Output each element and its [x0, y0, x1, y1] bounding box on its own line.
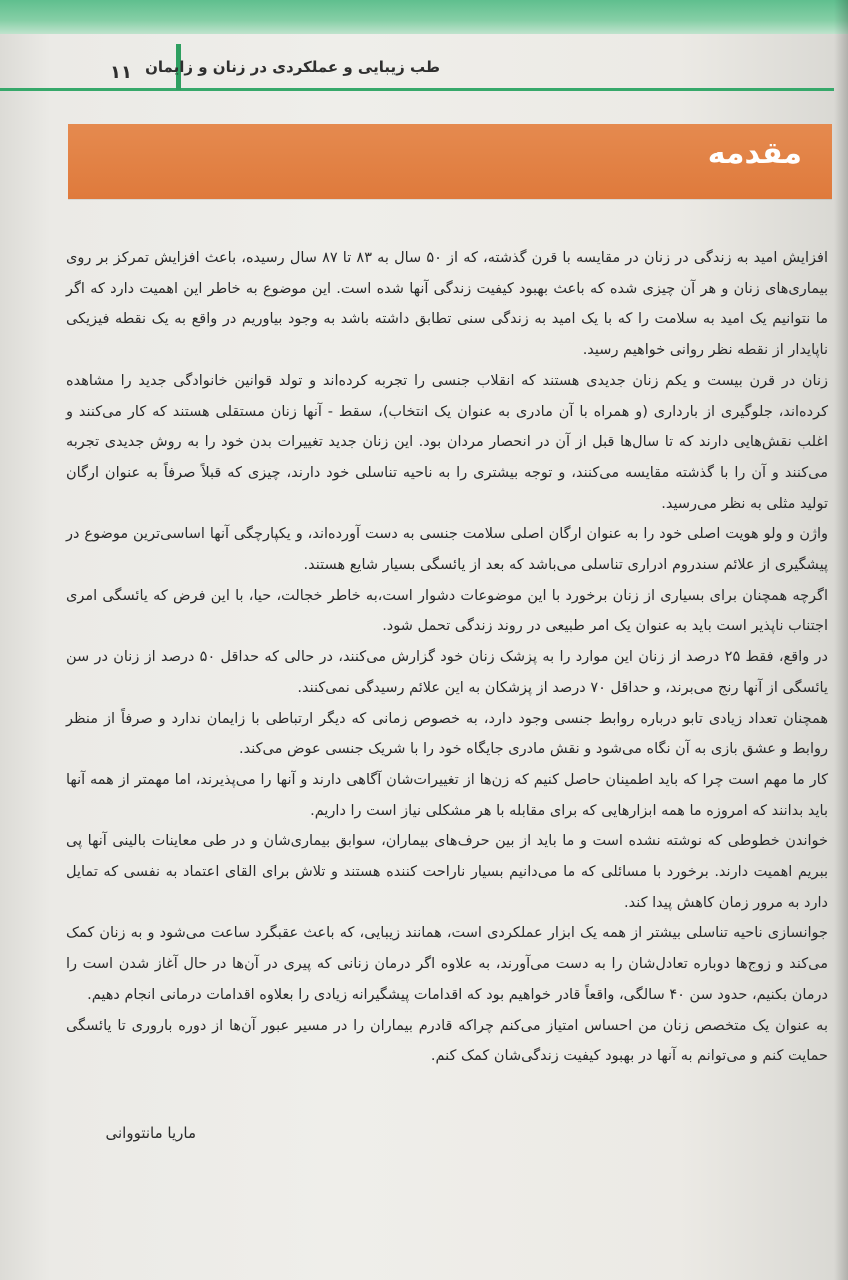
paragraph: افزایش امید به زندگی در زنان در مقایسه با قرن گذشته، که از ۵۰ سال به ۸۳ تا ۸۷ سال رسیده، باعث افزایش تمرکز بر روی بیماری‌های زنان و هر آن چیزی شده که باعث بهبود کیفیت زندگی آنها شده است. این موضوع به خاطر این اهمیت دارد که اگر ما نتوانیم یک امید به سلامت را که با یک امید به زندگی سنی تطابق داشته باشد به وجود بیاوریم در واقع به یک نقطه فیزیکی ناپایدار از نقطه نظر روانی خواهیم رسید. [66, 250, 829, 359]
paragraph: همچنان تعداد زیادی تابو درباره روابط جنسی وجود دارد، به خصوص زمانی که دیگر ارتباطی با زایمان ندارد و صرفاً از منظر روابط و عشق بازی به آن نگاه می‌شود و نقش مادری جایگاه خود را با شریک جنسی عوض می‌کند. [66, 710, 828, 758]
author-signature: ماریا مانتووانی [105, 1124, 196, 1142]
paragraph: به عنوان یک متخصص زنان من احساس امتیاز می‌کنم چراکه قادرم بیماران را در مسیر عبور آن‌ها از دوره باروری تا یائسگی حمایت کنم و می‌توانم به آنها در بهبود کیفیت زندگی‌شان کمک کنم. [66, 1017, 828, 1065]
page-edge-shadow [834, 0, 848, 1280]
paragraph: در واقع، فقط ۲۵ درصد از زنان این موارد را به پزشک زنان خود گزارش می‌کنند، در حالی که حداقل ۵۰ درصد از زنان در سن یائسگی از آنها رنج می‌برند، و حداقل ۷۰ درصد از پزشکان به این علائم رسیدگی نمی‌کنند. [66, 649, 828, 696]
header-rule [0, 88, 834, 91]
paragraph: واژن و ولو هویت اصلی خود را به عنوان ارگان اصلی سلامت جنسی به دست آورده‌اند، و یکپارچگی آنها اساسی‌ترین موضوع در پیشگیری از علائم سندروم ادراری تناسلی می‌باشد که بعد از یائسگی بسیار شایع هستند. [66, 526, 828, 574]
paragraph: خواندن خطوطی که نوشته نشده است و ما باید از بین حرف‌های بیماران، سوابق بیماری‌شان و در طی معاینات بالینی آنها پی ببریم اهمیت دارند. برخورد با مسائلی که ما می‌دانیم بسیار ناراحت کننده هستند و تلاش برای القای اعتماد به نفسی که تمایل دارد به مرور زمان کاهش پیدا کند. [66, 833, 828, 911]
paragraph: کار ما مهم است چرا که باید اطمینان حاصل کنیم که زن‌ها از تغییرات‌شان آگاهی دارند و آنها را می‌پذیرند، اما مهمتر از همه آنها باید بدانند که امروزه ما همه ابزارهایی که برای مقابله با هر مشکلی نیاز است را داریم. [66, 771, 828, 819]
body-text [66, 243, 828, 1072]
paragraph: جوانسازی ناحیه تناسلی بیشتر از همه یک ابزار عملکردی است، همانند زیبایی، که باعث عقبگرد ساعت می‌شود و به زنان کمک می‌کند و زوج‌ها دوباره تعادل‌شان را به دست می‌آورند، به علاوه اگر درمان زنانی که پیری در آن‌ها در حال آغاز شدن است را درمان بکنیم، حدود سن ۴۰ سالگی، واقعاً قادر خواهیم بود که اقدامات پیشگیرانه زیادی را بعلاوه اقدامات درمانی انجام دهیم. [66, 925, 828, 1003]
chapter-banner [68, 124, 832, 199]
paragraph: زنان در قرن بیست و یکم زنان جدیدی هستند که انقلاب جنسی را تجربه کرده‌اند و تولد قوانین خانوادگی جدید را مشاهده کرده‌اند، جلوگیری از بارداری (و همراه با آن مادری به عنوان یک انتخاب)، سقط - آنها زنان مستقلی هستند که کار می‌کنند و اغلب نقش‌هایی دارند که تا سال‌ها قبل از آن در انحصار مردان بود. این زنان جدید تغییرات بدن خود را به روش جدیدی تجربه می‌کنند و آن را با گذشته مقایسه می‌کنند، و توجه بیشتری را به ناحیه تناسلی خود دارند، چیزی که قبلاً صرفاً به عنوان ارگان تولید مثلی به نظر می‌رسید. [66, 372, 828, 512]
running-title: طب زیبایی و عملکردی در زنان و زایمان [145, 58, 440, 76]
page-number: ۱۱ [110, 62, 132, 83]
top-color-band [0, 0, 848, 34]
chapter-title: مقدمه [707, 136, 802, 171]
paragraph: اگرچه همچنان برای بسیاری از زنان برخورد با این موضوعات دشوار است،به خاطر خجالت، حیا، با این فرض که یائسگی امری اجتناب ناپذیر است باید به عنوان یک امر طبیعی در روند زندگی تحمل شود. [66, 587, 828, 635]
